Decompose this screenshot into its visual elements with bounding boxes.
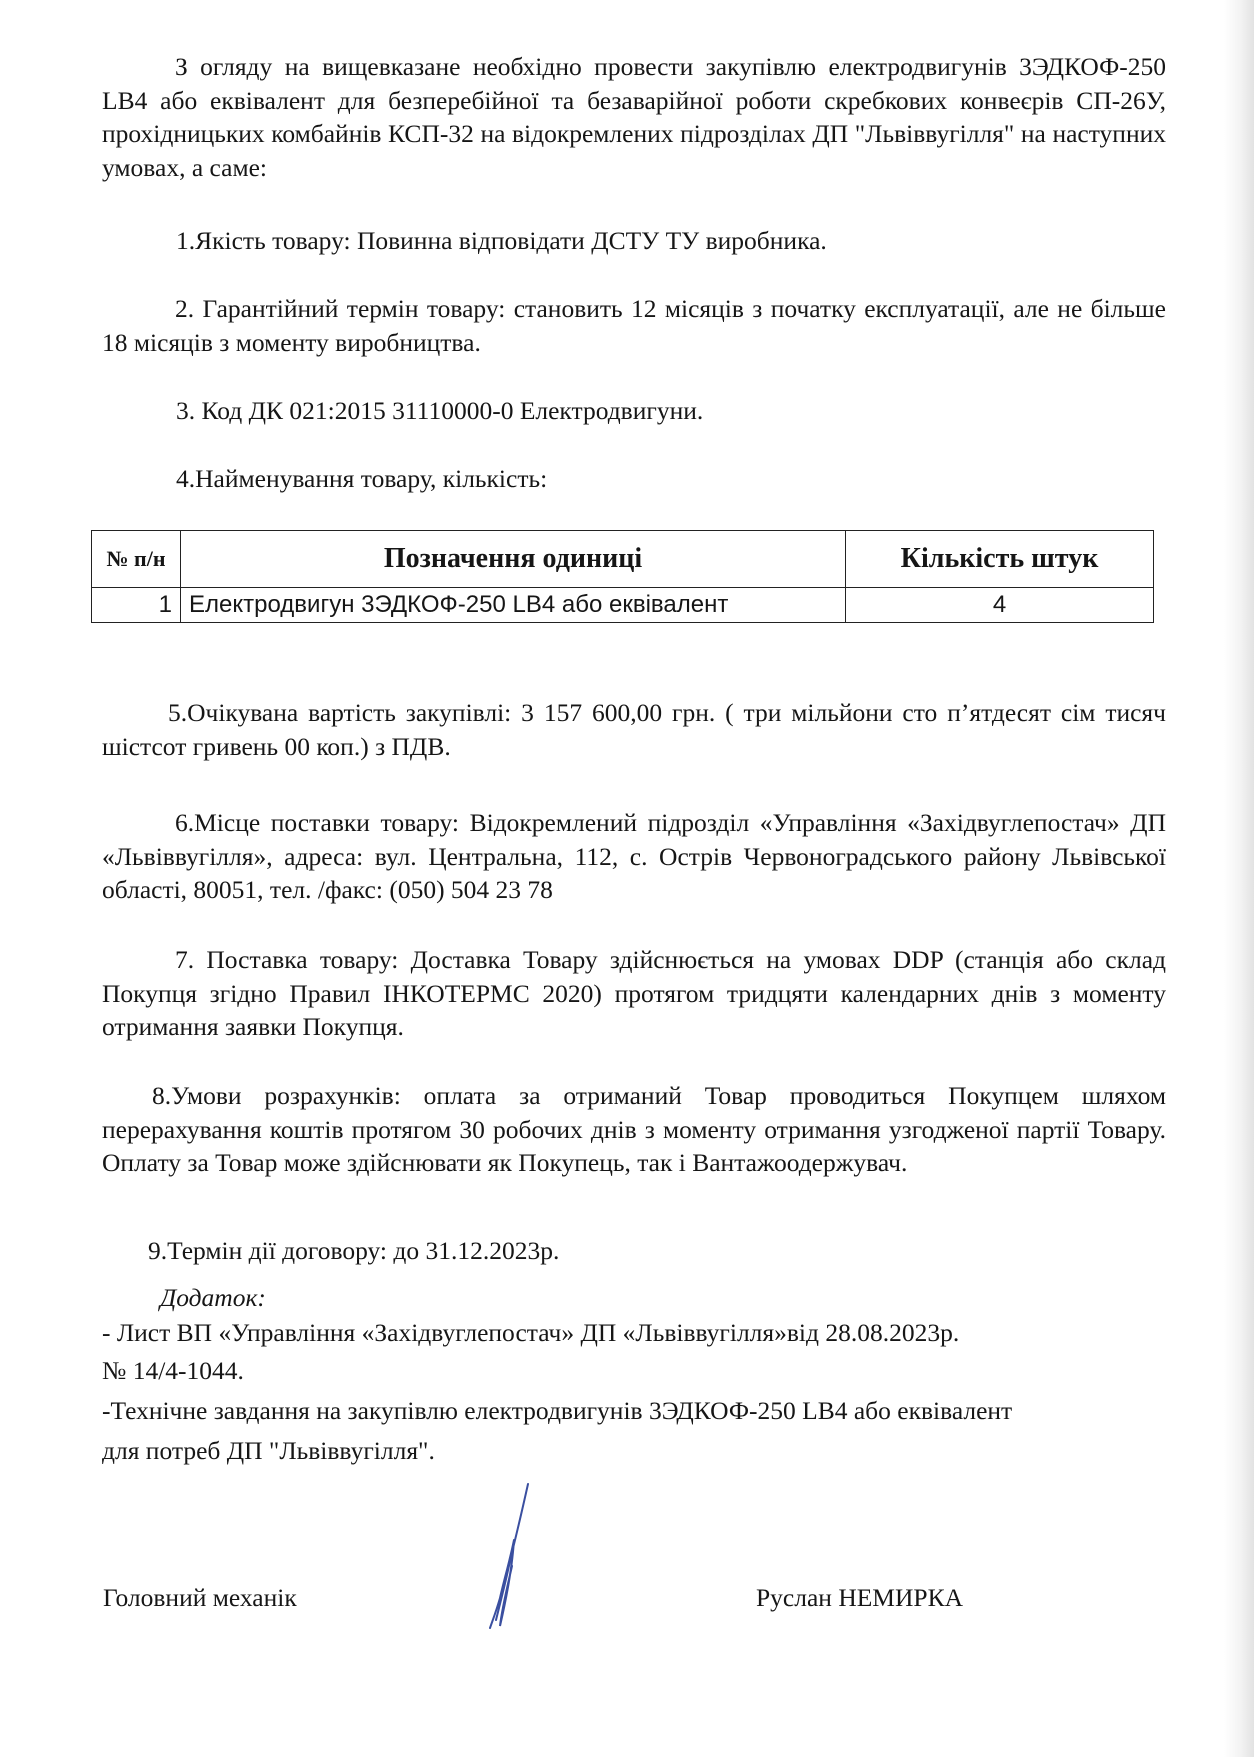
condition-delivery: 7. Поставка товару: Доставка Товару здійснюється на умовах DDP (станція або склад Покупця згідно Правил ІНКОТЕРМС 2020) протягом тридцяти календарних днів з моменту отримання заявки Покупця.: [102, 945, 1166, 1041]
header-quantity: Кількість штук: [846, 531, 1154, 588]
scan-edge: [1224, 0, 1254, 1757]
condition-code: 3. Код ДК 021:2015 31110000-0 Електродвигуни.: [176, 396, 704, 425]
table-row: [92, 588, 1154, 623]
table-header-row: [92, 531, 1154, 588]
condition-term: 9.Термін дії договору: до 31.12.2023р.: [148, 1236, 560, 1265]
condition-delivery-place: 6.Місце поставки товару: Відокремлений підрозділ «Управління «Західвуглепостач» ДП «Львіввугілля», адреса: вул. Центральна, 112, с. Острів Червоноградського району Львівської області, 80051, тел. /факс: (050) 504 23 78: [102, 808, 1166, 904]
attachment-line-1: - Лист ВП «Управління «Західвуглепостач» ДП «Львіввугілля»від 28.08.2023р.: [102, 1318, 960, 1347]
cell-quantity: 4: [846, 588, 1154, 623]
condition-warranty: 2. Гарантійний термін товару: становить 12 місяців з початку експлуатації, але не більше 18 місяців з моменту виробництва.: [102, 294, 1166, 357]
attachments-heading: Додаток:: [160, 1283, 266, 1312]
handwritten-signature: [470, 1480, 540, 1635]
header-designation: Позначення одиниці: [181, 531, 846, 588]
items-table: [91, 530, 1154, 623]
condition-cost: 5.Очікувана вартість закупівлі: 3 157 600,00 грн. ( три мільйони сто п’ятдесят сім тисяч шістсот гривень 00 коп.) з ПДВ.: [102, 698, 1166, 761]
intro-paragraph: З огляду на вищевказане необхідно провести закупівлю електродвигунів 3ЭДКОФ-250 LB4 або еквівалент для безперебійної та безаварійної роботи скребкових конвеєрів СП-26У, прохідницьких комбайнів КСП-32 на відокремлених підрозділах ДП "Львіввугілля" на наступних умовах, а саме:: [102, 52, 1166, 182]
attachment-line-3: -Технічне завдання на закупівлю електродвигунів 3ЭДКОФ-250 LB4 або еквівалент: [102, 1396, 1013, 1425]
cell-number: 1: [92, 588, 181, 623]
condition-quality: 1.Якість товару: Повинна відповідати ДСТУ ТУ виробника.: [176, 226, 827, 255]
cell-designation: Електродвигун 3ЭДКОФ-250 LB4 або еквівалент: [181, 588, 846, 623]
attachment-line-2: № 14/4-1044.: [102, 1356, 244, 1385]
condition-items-heading: 4.Найменування товару, кількість:: [176, 464, 548, 493]
signatory-name: Руслан НЕМИРКА: [756, 1583, 964, 1612]
header-number: № п/н: [92, 531, 181, 588]
signatory-position: Головний механік: [103, 1583, 297, 1612]
condition-payment: 8.Умови розрахунків: оплата за отриманий Товар проводиться Покупцем шляхом перерахування коштів протягом 30 робочих днів з моменту отримання узгодженої партії Товару. Оплату за Товар може здійснювати як Покупець, так і Вантажоодержувач.: [102, 1081, 1166, 1177]
attachment-line-4: для потреб ДП "Львіввугілля".: [102, 1436, 435, 1465]
